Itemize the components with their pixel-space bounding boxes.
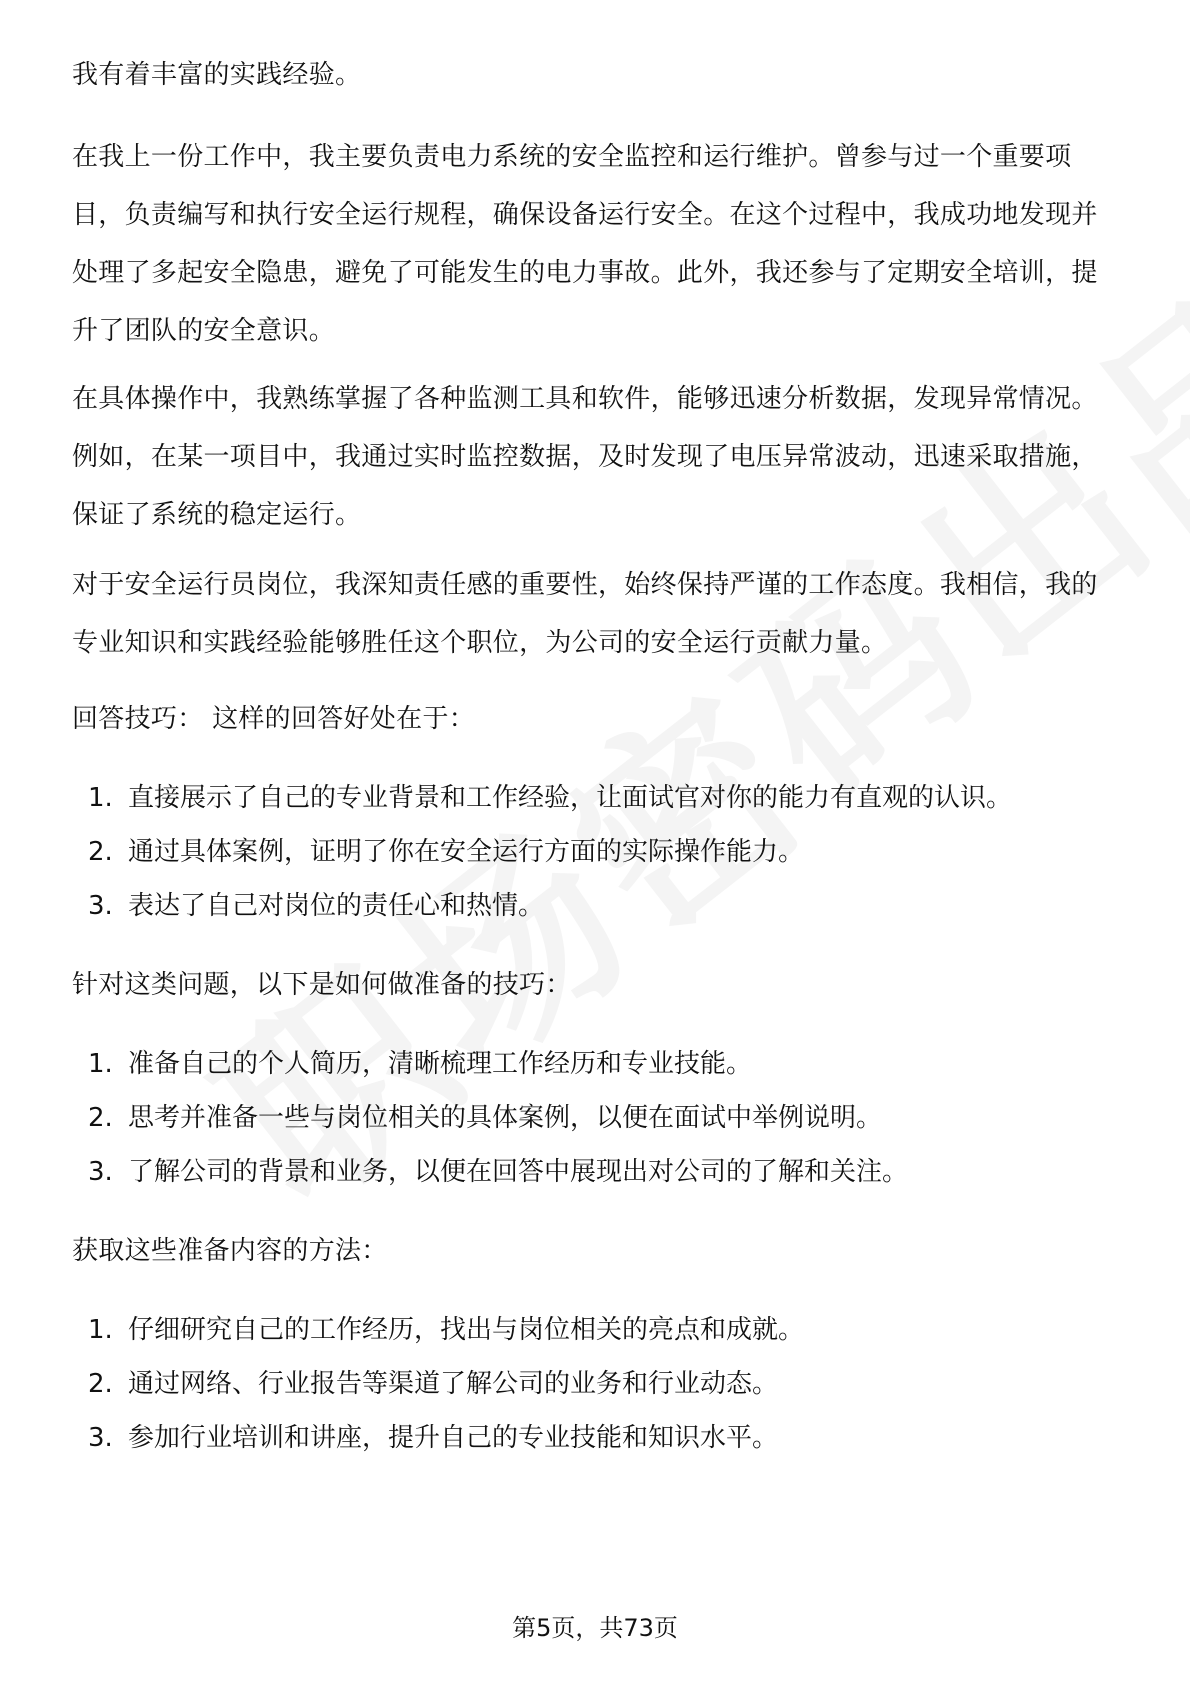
- list-text: 通过具体案例，证明了你在安全运行方面的实际操作能力。: [128, 837, 805, 867]
- list-item: [88, 832, 1118, 872]
- list-number: 2.: [88, 837, 113, 867]
- page-footer: 第5页，共73页: [512, 1614, 678, 1642]
- list-number: 2.: [88, 1369, 113, 1399]
- paragraph-operations: 在具体操作中，我熟练掌握了各种监测工具和软件，能够迅速分析数据，发现异常情况。例如，在某一项目中，我通过实时监控数据，及时发现了电压异常波动，迅速采取措施，保证了系统的稳定运行。: [72, 384, 1098, 530]
- paragraph-responsibility: 对于安全运行员岗位，我深知责任感的重要性，始终保持严谨的工作态度。我相信，我的专业知识和实践经验能够胜任这个职位，为公司的安全运行贡献力量。: [72, 570, 1098, 658]
- list-text: 仔细研究自己的工作经历，找出与岗位相关的亮点和成就。: [128, 1315, 805, 1345]
- list-text: 通过网络、行业报告等渠道了解公司的业务和行业动态。: [128, 1369, 779, 1399]
- prep-heading: 针对这类问题，以下是如何做准备的技巧：: [72, 970, 572, 1000]
- list-item: [88, 1044, 1118, 1084]
- list-number: 1.: [88, 1315, 113, 1345]
- list-number: 1.: [88, 783, 113, 813]
- paragraph-intro-end: 我有着丰富的实践经验。: [72, 60, 362, 90]
- list-text: 思考并准备一些与岗位相关的具体案例，以便在面试中举例说明。: [128, 1103, 883, 1133]
- list-text: 准备自己的个人简历，清晰梳理工作经历和专业技能。: [128, 1049, 753, 1079]
- list-number: 3.: [88, 1423, 113, 1453]
- list-item: [88, 778, 1118, 818]
- list-text: 参加行业培训和讲座，提升自己的专业技能和知识水平。: [128, 1423, 779, 1453]
- list-item: [88, 1152, 1118, 1192]
- list-item: [88, 1418, 1118, 1458]
- list-text: 了解公司的背景和业务，以便在回答中展现出对公司的了解和关注。: [128, 1157, 909, 1187]
- list-number: 3.: [88, 891, 113, 921]
- list-text: 直接展示了自己的专业背景和工作经验，让面试官对你的能力有直观的认识。: [128, 783, 1013, 813]
- list-number: 2.: [88, 1103, 113, 1133]
- list-item: [88, 1364, 1118, 1404]
- list-number: 1.: [88, 1049, 113, 1079]
- paragraph-previous-job: 在我上一份工作中，我主要负责电力系统的安全监控和运行维护。曾参与过一个重要项目，负责编写和执行安全运行规程，确保设备运行安全。在这个过程中，我成功地发现并处理了多起安全隐患，避免了可能发生的电力事故。此外，我还参与了定期安全培训，提升了团队的安全意识。: [72, 142, 1098, 346]
- list-text: 表达了自己对岗位的责任心和热情。: [128, 891, 545, 921]
- list-item: [88, 886, 1118, 926]
- list-item: [88, 1098, 1118, 1138]
- tips-heading: 回答技巧： 这样的回答好处在于：: [72, 704, 476, 734]
- method-heading: 获取这些准备内容的方法：: [72, 1236, 388, 1266]
- list-item: [88, 1310, 1118, 1350]
- list-number: 3.: [88, 1157, 113, 1187]
